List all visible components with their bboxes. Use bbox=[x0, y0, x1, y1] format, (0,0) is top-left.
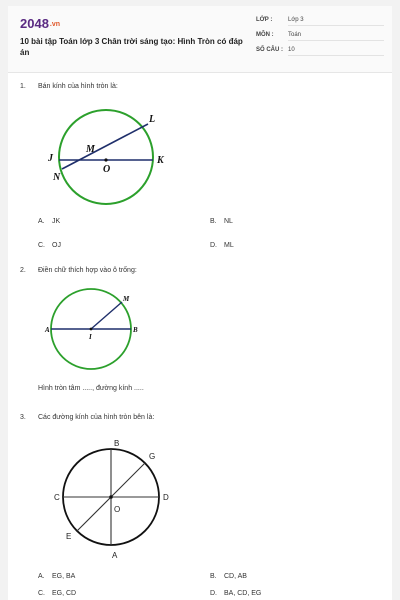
label-k: K bbox=[157, 155, 164, 166]
option-text: EG, BA bbox=[52, 573, 76, 580]
label-o: O bbox=[103, 164, 111, 175]
question-number: 2. bbox=[20, 267, 26, 274]
logo-suffix: .vn bbox=[49, 21, 61, 29]
meta-label: LỚP : bbox=[256, 17, 273, 23]
option-text: BA, CD, EG bbox=[224, 590, 262, 597]
label-l: L bbox=[149, 114, 156, 125]
option-text: OJ bbox=[52, 242, 61, 249]
option-letter: B. bbox=[210, 218, 217, 225]
option-text: NL bbox=[224, 218, 233, 225]
circle bbox=[59, 110, 156, 204]
circle-figure-1 bbox=[42, 104, 182, 214]
label-a: A bbox=[45, 326, 50, 334]
fill-blank-text: Hình tròn tâm ....., đường kính ..... bbox=[38, 385, 144, 392]
meta-value: Lớp 3 bbox=[288, 17, 384, 26]
option-letter: A. bbox=[38, 218, 45, 225]
label-e: E bbox=[66, 532, 72, 541]
center-point bbox=[109, 495, 113, 499]
option-letter: D. bbox=[210, 242, 217, 249]
option-text: ML bbox=[224, 242, 234, 249]
worksheet-header bbox=[8, 6, 392, 73]
label-i: I bbox=[89, 333, 92, 341]
center-point bbox=[104, 158, 107, 161]
label-b: B bbox=[114, 439, 120, 448]
option-text: JK bbox=[52, 218, 61, 225]
site-logo[interactable] bbox=[20, 16, 60, 31]
question-text: Bán kính của hình tròn là: bbox=[38, 83, 118, 90]
meta-value: 10 bbox=[288, 47, 384, 56]
logo-text: 2048 bbox=[20, 16, 49, 31]
option-text: EG, CD bbox=[52, 590, 77, 597]
circle-figure-2 bbox=[42, 286, 152, 376]
option-letter: C. bbox=[38, 590, 45, 597]
option-letter: A. bbox=[38, 573, 45, 580]
page-title: 10 bài tập Toán lớp 3 Chân trời sáng tạo: Hình Tròn có đáp án bbox=[20, 37, 243, 57]
worksheet-page bbox=[8, 6, 392, 600]
label-o: O bbox=[114, 505, 121, 514]
option-text: CD, AB bbox=[224, 573, 247, 580]
label-g: G bbox=[149, 452, 156, 461]
meta-label: MÔN : bbox=[256, 32, 274, 38]
option-letter: C. bbox=[38, 242, 45, 249]
chord-nl bbox=[62, 124, 148, 169]
label-b: B bbox=[133, 326, 138, 334]
label-m: M bbox=[86, 144, 95, 155]
radius-im bbox=[91, 302, 122, 329]
meta-value: Toán bbox=[288, 32, 384, 41]
option-letter: D. bbox=[210, 590, 217, 597]
label-a: A bbox=[112, 551, 118, 560]
question-number: 3. bbox=[20, 414, 26, 421]
question-number: 1. bbox=[20, 83, 26, 90]
label-c: C bbox=[54, 493, 60, 502]
option-letter: B. bbox=[210, 573, 217, 580]
label-n: N bbox=[53, 172, 61, 183]
question-text: Các đường kính của hình tròn bên là: bbox=[38, 414, 155, 421]
label-j: J bbox=[48, 153, 53, 164]
label-d: D bbox=[163, 493, 169, 502]
meta-label: SỐ CÂU : bbox=[256, 47, 283, 53]
circle-figure-3 bbox=[42, 432, 192, 562]
label-m: M bbox=[123, 295, 130, 303]
question-text: Điền chữ thích hợp vào ô trống: bbox=[38, 267, 137, 274]
center-point bbox=[90, 328, 93, 331]
